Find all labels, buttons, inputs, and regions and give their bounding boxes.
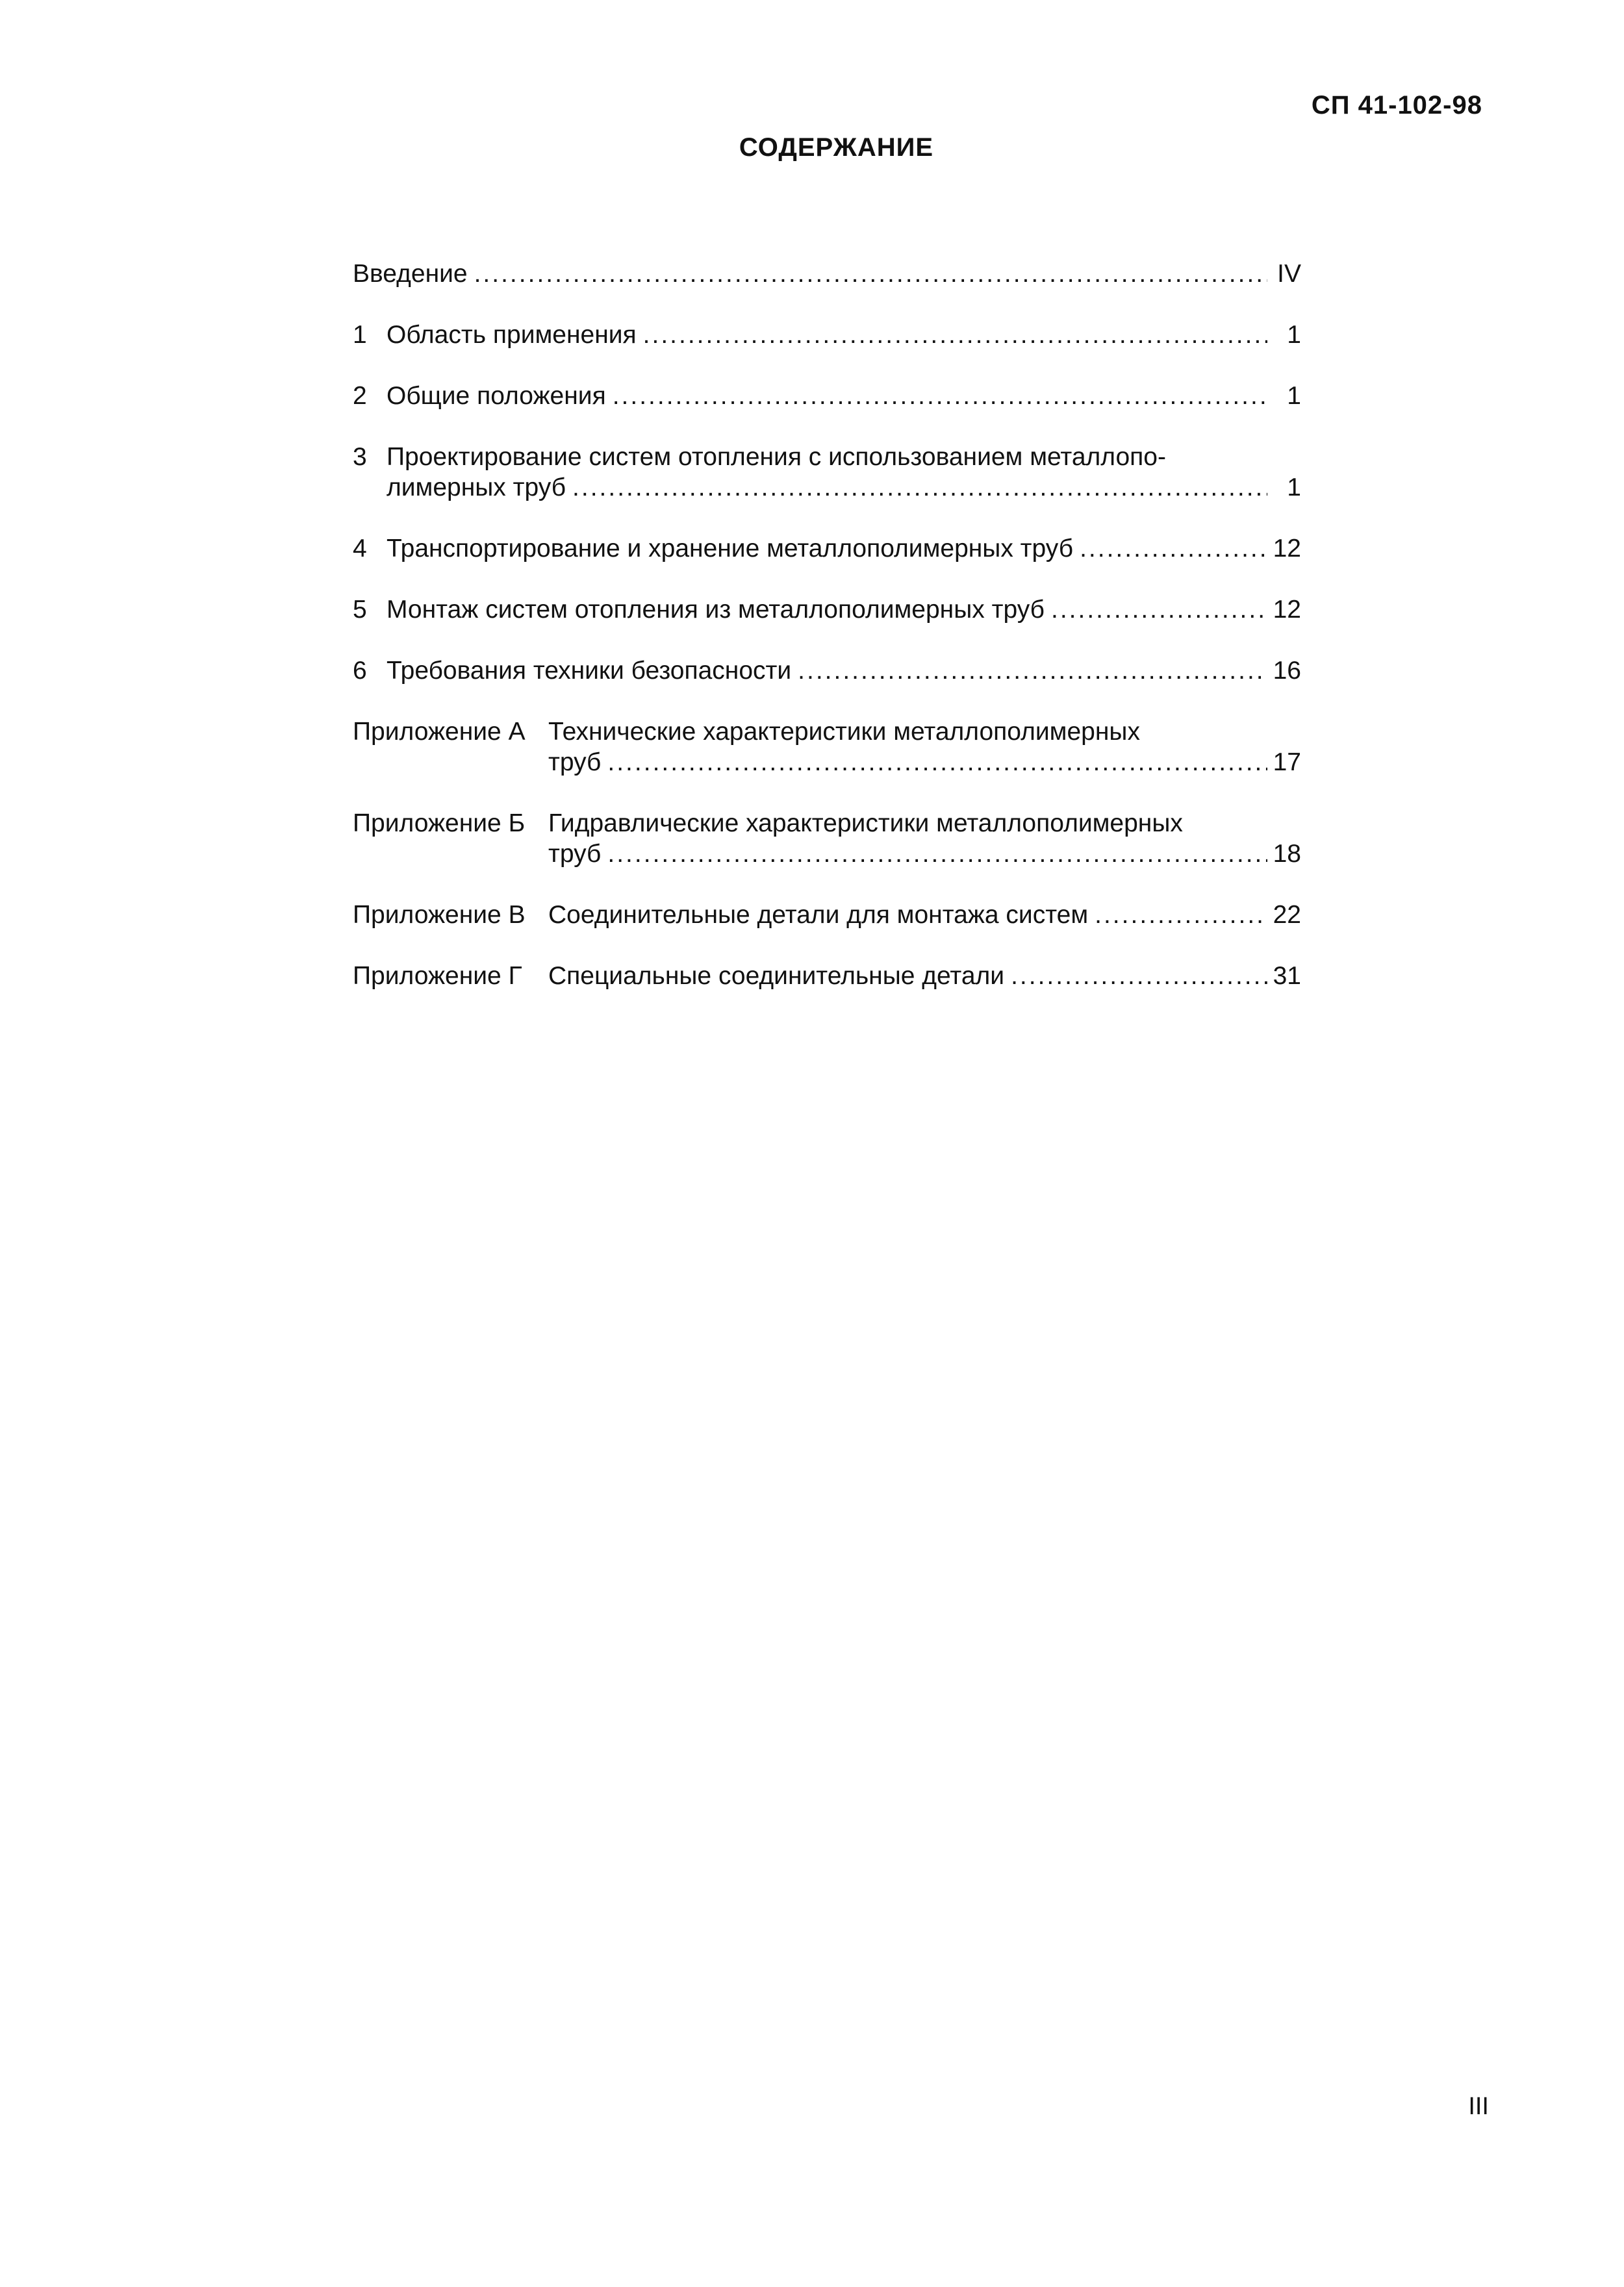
toc-entry-title: Технические характеристики металлополимерных (548, 718, 1140, 746)
toc-entry-page: 16 (1273, 657, 1301, 685)
toc-entry-page: 12 (1273, 535, 1301, 562)
dot-leader (572, 472, 1267, 503)
toc-entry-title: Монтаж систем отопления из металлополимерных труб (387, 596, 1045, 624)
toc-entry-title: Введение (353, 260, 468, 288)
document-code: СП 41-102-98 (1311, 91, 1482, 120)
dot-leader (607, 839, 1267, 869)
toc-entry-title: Гидравлические характеристики металлополимерных (548, 809, 1183, 837)
toc-entry-number: 5 (353, 596, 367, 624)
toc-entry-introduction[interactable] (353, 259, 1301, 320)
toc-entry-title-continuation: труб (548, 748, 602, 776)
toc-entry-title-continuation: лимерных труб (387, 474, 566, 501)
toc-entry-title: Транспортирование и хранение металлополимерных труб (387, 535, 1074, 562)
toc-entry-section-6[interactable] (353, 655, 1301, 716)
toc-entry-page: 31 (1273, 962, 1301, 990)
toc-entry-appendix-b[interactable] (353, 808, 1301, 900)
toc-entry-number: Приложение Г (353, 962, 522, 990)
dot-leader (1011, 961, 1267, 991)
toc-entry-appendix-v[interactable] (353, 900, 1301, 961)
toc-entry-page: 1 (1287, 474, 1301, 501)
toc-entry-page: 17 (1273, 748, 1301, 776)
toc-entry-title: Область применения (387, 321, 637, 349)
dot-leader (1080, 533, 1267, 564)
toc-entry-page: 18 (1273, 840, 1301, 868)
toc-entry-page: 1 (1287, 321, 1301, 349)
toc-entry-title-continuation: труб (548, 840, 602, 868)
toc-entry-appendix-a[interactable] (353, 716, 1301, 808)
dot-leader (1051, 594, 1267, 625)
toc-entry-section-4[interactable] (353, 533, 1301, 594)
toc-entry-appendix-g[interactable] (353, 961, 1301, 1022)
toc-entry-page: 12 (1273, 596, 1301, 624)
toc-entry-title: Общие положения (387, 382, 606, 410)
toc-entry-section-2[interactable] (353, 381, 1301, 442)
toc-title: СОДЕРЖАНИЕ (739, 133, 934, 162)
dot-leader (474, 259, 1267, 289)
toc-entry-number: 4 (353, 535, 367, 562)
toc-entry-number: 1 (353, 321, 367, 349)
toc-entry-section-5[interactable] (353, 594, 1301, 655)
toc-entry-title: Проектирование систем отопления с использованием металлопо- (387, 443, 1166, 471)
toc-entry-page: 22 (1273, 901, 1301, 929)
toc-entry-section-1[interactable] (353, 320, 1301, 381)
toc-entry-number: 3 (353, 443, 367, 471)
toc-entry-page: IV (1277, 260, 1301, 288)
toc-entry-title: Требования техники безопасности (387, 657, 792, 685)
toc-entry-number: Приложение В (353, 901, 526, 929)
page-number: III (1468, 2093, 1489, 2120)
toc-entry-title: Специальные соединительные детали (548, 962, 1005, 990)
toc-entry-number: Приложение А (353, 718, 526, 746)
toc-entry-title: Соединительные детали для монтажа систем (548, 901, 1089, 929)
toc-entry-page: 1 (1287, 382, 1301, 410)
toc-entry-section-3[interactable] (353, 442, 1301, 533)
table-of-contents (353, 259, 1301, 1022)
toc-entry-number: Приложение Б (353, 809, 526, 837)
dot-leader (613, 381, 1267, 411)
toc-entry-number: 6 (353, 657, 367, 685)
dot-leader (643, 320, 1267, 350)
dot-leader (1095, 900, 1267, 930)
dot-leader (607, 747, 1267, 777)
dot-leader (798, 655, 1267, 686)
toc-entry-number: 2 (353, 382, 367, 410)
